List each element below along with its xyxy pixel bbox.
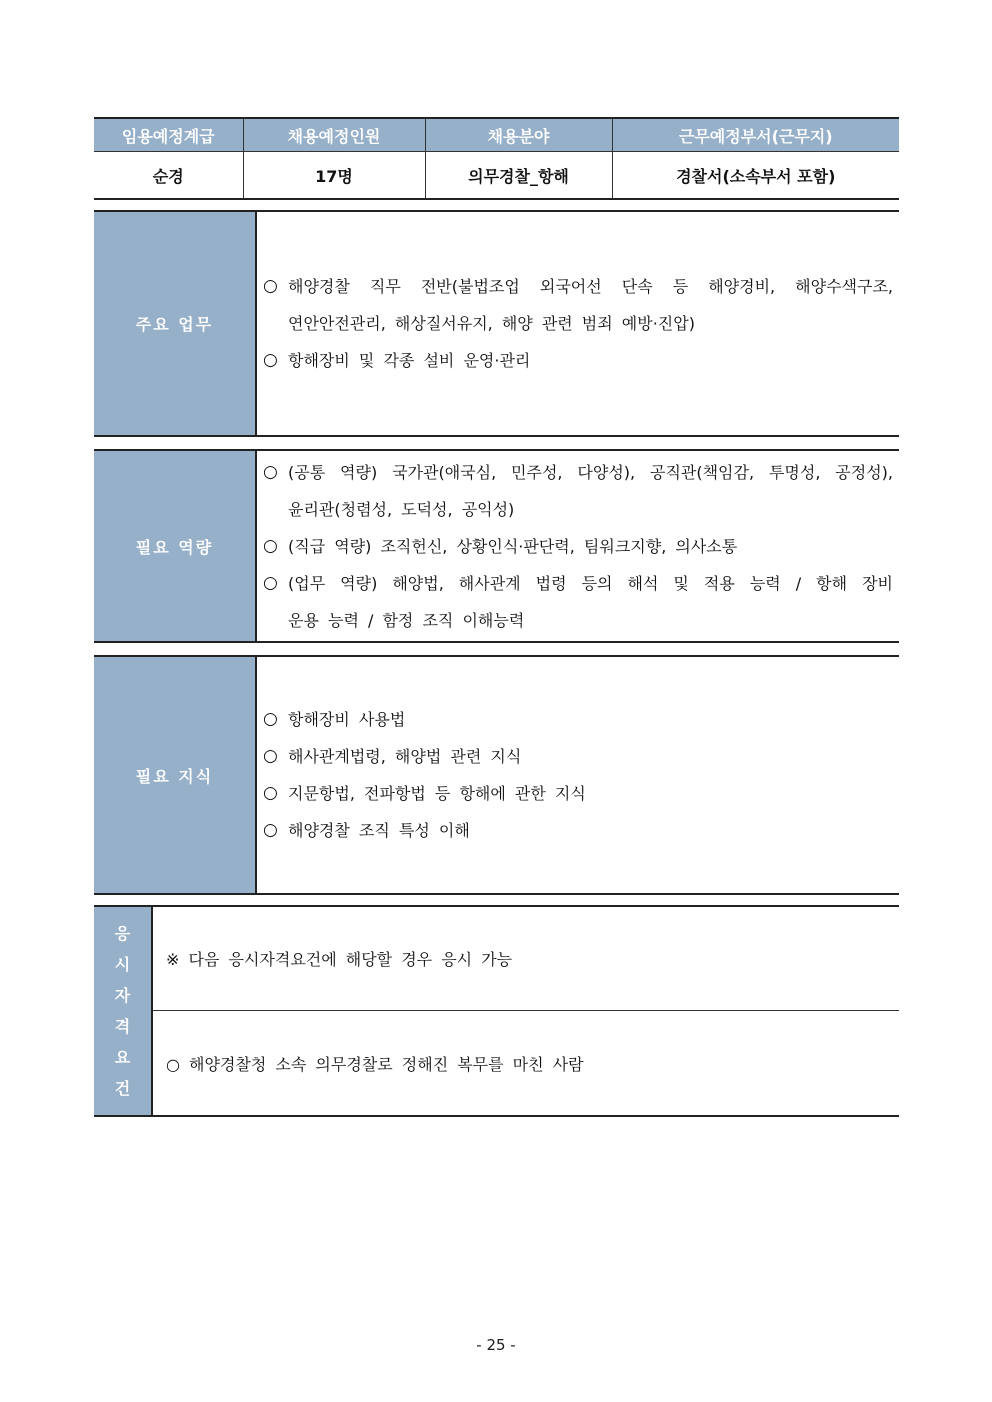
list-item-continuation bbox=[263, 305, 893, 342]
list-item bbox=[263, 342, 893, 379]
item-text: (직급 역량) 조직헌신, 상황인식·판단력, 팀워크지향, 의사소통 bbox=[288, 536, 738, 556]
header-row bbox=[94, 118, 899, 152]
item-text: 지문항법, 전파항법 등 항해에 관한 지식 bbox=[288, 784, 586, 803]
requirements-section bbox=[94, 905, 899, 1117]
knowledge-label: 필요 지식 bbox=[94, 657, 257, 893]
list-item bbox=[263, 528, 893, 565]
item-text: 항해장비 및 각종 설비 운영·관리 bbox=[288, 351, 531, 370]
circle-bullet-icon: ○ bbox=[263, 746, 278, 766]
circle-bullet-icon: ○ bbox=[263, 461, 278, 482]
value-cell-field: 의무경찰_항해 bbox=[425, 152, 612, 200]
competencies-section bbox=[94, 449, 899, 643]
header-cell-dept: 근무예정부서(근무지) bbox=[612, 118, 899, 152]
list-item bbox=[263, 775, 893, 812]
header-cell-count: 채용예정인원 bbox=[243, 118, 425, 152]
requirements-label-char: 시 bbox=[114, 955, 131, 974]
requirements-label-char: 요 bbox=[114, 1048, 131, 1067]
list-item bbox=[263, 268, 893, 305]
item-text: 해양경찰 조직 특성 이해 bbox=[288, 821, 470, 840]
list-item bbox=[263, 812, 893, 849]
value-cell-count: 17명 bbox=[243, 152, 425, 200]
requirements-label bbox=[94, 907, 153, 1115]
requirements-label-char: 자 bbox=[114, 986, 131, 1005]
header-cell-rank: 임용예정계급 bbox=[94, 118, 243, 152]
requirements-label-char: 응 bbox=[114, 924, 131, 943]
competencies-content bbox=[257, 451, 899, 641]
circle-bullet-icon: ○ bbox=[263, 350, 278, 370]
list-item bbox=[263, 454, 893, 491]
list-item bbox=[263, 565, 893, 602]
item-text: 운용 능력 / 함정 조직 이해능력 bbox=[288, 610, 525, 630]
duties-section bbox=[94, 210, 899, 437]
circle-bullet-icon: ○ bbox=[263, 709, 278, 729]
item-text: 해양경찰 직무 전반(불법조업 외국어선 단속 등 해양경비, 해양수색구조, bbox=[288, 277, 893, 296]
competencies-label: 필요 역량 bbox=[94, 451, 257, 641]
item-text: (업무 역량) 해양법, 해사관계 법령 등의 해석 및 적용 능력 / 항해 장비 bbox=[288, 573, 893, 593]
item-text: 윤리관(청렴성, 도덕성, 공익성) bbox=[288, 499, 515, 519]
requirements-item: ○ 해양경찰청 소속 의무경찰로 정해진 복무를 마친 사람 bbox=[166, 1054, 584, 1074]
page-number: - 25 - bbox=[476, 1336, 516, 1354]
duties-label: 주요 업무 bbox=[94, 212, 257, 435]
requirements-note: ※ 다음 응시자격요건에 해당할 경우 응시 가능 bbox=[153, 907, 899, 1011]
item-text: 해사관계법령, 해양법 관련 지식 bbox=[288, 747, 522, 766]
requirements-content bbox=[153, 907, 899, 1115]
list-item-continuation bbox=[263, 602, 893, 639]
header-table bbox=[94, 117, 899, 200]
value-cell-dept: 경찰서(소속부서 포함) bbox=[612, 152, 899, 200]
item-text: 연안안전관리, 해상질서유지, 해양 관련 범죄 예방·진압) bbox=[288, 314, 695, 333]
list-item bbox=[263, 738, 893, 775]
value-row bbox=[94, 152, 899, 200]
item-text: 항해장비 사용법 bbox=[288, 710, 406, 729]
circle-bullet-icon: ○ bbox=[263, 535, 278, 556]
item-text: (공통 역량) 국가관(애국심, 민주성, 다양성), 공직관(책임감, 투명성, 공정성), bbox=[288, 462, 893, 482]
knowledge-content bbox=[257, 657, 899, 893]
value-cell-rank: 순경 bbox=[94, 152, 243, 200]
circle-bullet-icon: ○ bbox=[263, 783, 278, 803]
circle-bullet-icon: ○ bbox=[263, 820, 278, 840]
list-item-continuation bbox=[263, 491, 893, 528]
circle-bullet-icon: ○ bbox=[263, 276, 278, 296]
requirements-label-char: 건 bbox=[114, 1079, 131, 1098]
circle-bullet-icon: ○ bbox=[263, 572, 278, 593]
list-item bbox=[263, 701, 893, 738]
requirements-label-char: 격 bbox=[114, 1017, 131, 1036]
header-cell-field: 채용분야 bbox=[425, 118, 612, 152]
duties-content bbox=[257, 212, 899, 435]
knowledge-section bbox=[94, 655, 899, 895]
